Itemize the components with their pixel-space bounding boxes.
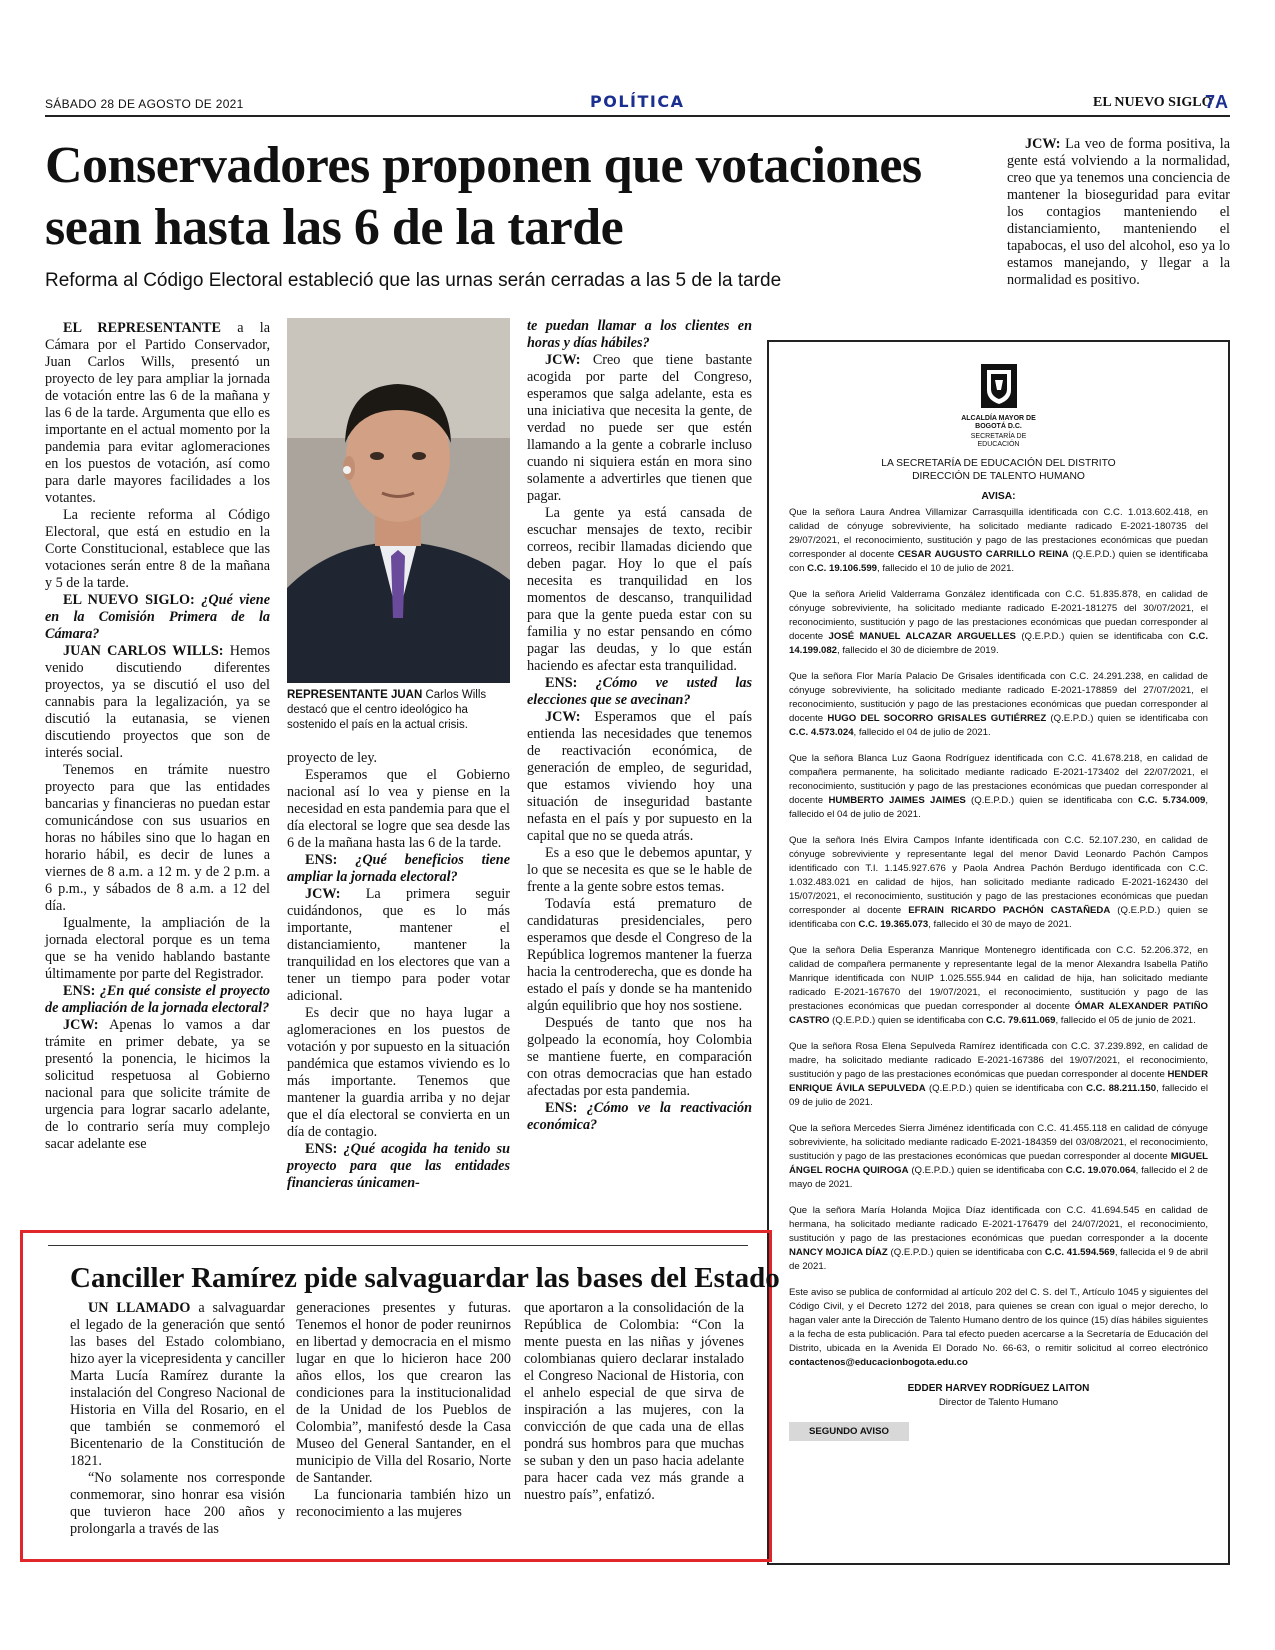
article-column-2 — [287, 750, 510, 1192]
photo-caption — [287, 688, 510, 733]
notice-item — [789, 588, 1208, 658]
paragraph — [45, 983, 270, 1017]
article-column-1 — [45, 320, 270, 1153]
interview-question: te puedan llamar a los clientes en horas y días hábiles? — [527, 318, 752, 351]
docente-name: HUMBERTO JAIMES JAIMES — [828, 795, 966, 806]
paragraph — [527, 709, 752, 845]
paragraph-text: a la Cámara por el Partido Conservador, Juan Carlos Wills, presentó un proyecto de ley para ampliar la jornada de votación entre las 6 de la mañana y las 6 de la tarde. Argumenta que ello es importante en el actual momento por la pandemia para evitar aglomeraciones en los puestos de votación, así como para darle mayores facilidades a los votantes. — [45, 320, 270, 506]
header-rule — [45, 115, 1230, 117]
paragraph-text: Apenas lo vamos a dar trámite en primer debate, ya se presentó la ponencia, le hicimos la solicitud respetuosa al Gobierno nacional para que solicite trámite de urgencia para lograr sacarlo adelante, de lo contrario sería muy complejo sacar adelante ese — [45, 1017, 270, 1152]
paragraph — [45, 320, 270, 507]
notice-item-text: Que la señora Arielid Valderrama González identificada con C.C. 51.835.878, en calidad de cónyuge sobreviviente, ha solicitado mediante radicado E-2021-181275 del 30/07/2021, el reconocimiento, sustitución y pago de las prestaciones económicas que puedan corresponder al docente — [789, 589, 1208, 642]
docente-name: MIGUEL ÁNGEL ROCHA QUIROGA — [789, 1151, 1208, 1176]
notice-item-text: (Q.E.P.D.) quien se identificaba con — [925, 1083, 1087, 1094]
notice-item — [789, 506, 1208, 576]
paragraph-lead: JCW: — [545, 709, 581, 725]
box-column-2 — [296, 1300, 511, 1521]
paragraph-text: La funcionaria también hizo un reconocimiento a las mujeres — [296, 1487, 511, 1520]
notice-item-text: (Q.E.P.D.) quien se identificaba con — [1046, 713, 1208, 724]
paragraph-lead: JCW: — [1025, 136, 1061, 152]
notice-item-text: , fallecido el 30 de diciembre de 2019. — [837, 645, 999, 656]
interview-question: ¿Qué viene en la Comisión Primera de la Cámara? — [45, 592, 270, 642]
paragraph-text: La gente ya está cansada de escuchar mensajes de texto, recibir correos, recibir llamadas diciendo que deben pagar. Hoy lo que el país necesita es tranquilidad en los momentos de descanso, tranquilidad para que la gente pueda estar con su familia y no estar pensando en cómo pagar las deudas, y lo que están haciendo es afectar esta tranquilidad. — [527, 505, 752, 674]
caption-lead: REPRESENTANTE JUAN — [287, 689, 423, 701]
coat-of-arms-icon — [981, 364, 1017, 408]
page-number: 7A — [1205, 92, 1229, 112]
paragraph-text: Esperamos que el país entienda las necesidades que tenemos de reactivación económica, de generación de empleo, de seguridad, que estamos viviendo hoy una situación de inseguridad bastante nefasta en el país y por supuesto en la capital que no se queda atrás. — [527, 709, 752, 844]
bogota-crest — [960, 364, 1038, 449]
docente-id: C.C. 14.199.082 — [789, 631, 1208, 656]
issue-date: SÁBADO 28 DE AGOSTO DE 2021 — [45, 97, 244, 111]
paragraph-lead: EL REPRESENTANTE — [63, 320, 221, 336]
section-name: POLÍTICA — [590, 92, 685, 111]
notice-closing — [789, 1286, 1208, 1370]
paragraph — [70, 1300, 285, 1470]
paragraph — [45, 762, 270, 915]
notice-org-line-1: LA SECRETARÍA DE EDUCACIÓN DEL DISTRITO — [881, 458, 1116, 469]
notice-item-text: , fallecido el 04 de julio de 2021. — [789, 795, 1208, 820]
box-headline: Canciller Ramírez pide salvaguardar las bases del Estado — [70, 1262, 780, 1294]
paragraph — [527, 352, 752, 505]
paragraph-lead: ENS: — [545, 675, 578, 691]
paragraph-text: “No solamente nos corresponde conmemorar, sino honrar esa visión que tuvieron hace 200 años y prolongarla a través de las — [70, 1470, 285, 1537]
paragraph — [287, 1005, 510, 1141]
paragraph — [527, 896, 752, 1015]
docente-name: JOSÉ MANUEL ALCAZAR ARGUELLES — [828, 631, 1016, 642]
paragraph-text: generaciones presentes y futuras. Tenemos el honor de poder reunirnos en libertad y democracia en el mismo lugar en que lo hicieron hace 200 años ellos, los que crearon las condiciones para la institucionalidad de la Unidad de los Pueblos de Colombia”, manifestó desde la Casa Museo del General Santander, en el municipio de Villa del Rosario, Norte de Santander. — [296, 1300, 511, 1486]
box-rule — [48, 1245, 748, 1246]
paragraph — [527, 675, 752, 709]
newspaper-name: EL NUEVO SIGLO — [1093, 95, 1213, 110]
subheadline: Reforma al Código Electoral estableció que las urnas serán cerradas a las 5 de la tarde — [45, 270, 782, 291]
paragraph — [45, 507, 270, 592]
docente-id: C.C. 79.611.069 — [986, 1015, 1056, 1026]
portrait-photo — [287, 318, 510, 683]
notice-item-text: (Q.E.P.D.) quien se identificaba con — [829, 1015, 987, 1026]
paragraph-lead: ENS: — [305, 1141, 338, 1157]
portrait-illustration — [287, 318, 510, 683]
interview-question: ¿Qué acogida ha tenido su proyecto para que las entidades financieras únicamen- — [287, 1141, 510, 1191]
interview-question: ¿Qué beneficios tiene ampliar la jornada electoral? — [287, 852, 510, 885]
notice-item-text: (Q.E.P.D.) quien se identificaba con — [965, 795, 1139, 806]
notice-item-text: , fallecida el 9 de abril de 2021. — [789, 1247, 1209, 1272]
paragraph-text: Es a eso que le debemos apuntar, y lo que se necesita es que se le hable de frente a la gente sobre estos temas. — [527, 845, 752, 895]
paragraph — [296, 1487, 511, 1521]
notice-item-text: Que la señora Blanca Luz Gaona Rodríguez identificada con C.C. 41.678.218, en calidad de compañera permanente, ha solicitado mediante radicado E-2021-173402 del 22/07/2021, el reconocimiento, sustitución y pago de las prestaciones económicas que puedan corresponder al docente — [789, 753, 1208, 806]
docente-name: ÓMAR ALEXANDER PATIÑO CASTRO — [789, 1001, 1208, 1026]
notice-item-text: (Q.E.P.D.) quien se identificaba con — [908, 1165, 1066, 1176]
docente-id: C.C. 19.070.064 — [1065, 1165, 1136, 1176]
notice-item-text: Que la señora Mercedes Sierra Jiménez identificada con C.C. 41.455.118 en calidad de cónyuge sobreviviente, ha solicitado mediante radicado E-2021-184359 del 03/08/2021, el reconocimiento, sustitución y pago de las prestaciones económicas que puedan corresponder al docente — [789, 1123, 1208, 1162]
paragraph-lead: EL NUEVO SIGLO: — [63, 592, 195, 608]
segundo-aviso-badge: SEGUNDO AVISO — [789, 1422, 909, 1441]
paragraph-text: proyecto de ley. — [287, 750, 378, 766]
paragraph — [527, 845, 752, 896]
paragraph-text: Es decir que no haya lugar a aglomeraciones en los puestos de votación y por supuesto en la situación pandémica que estamos viviendo es lo más importante. Tenemos que mantener la guardia arriba y no dejar que el día electoral se convierta en un día de contagio. — [287, 1005, 510, 1140]
docente-name: CESAR AUGUSTO CARRILLO REINA — [897, 549, 1069, 560]
paragraph — [527, 1015, 752, 1100]
docente-id: C.C. 88.211.150 — [1086, 1083, 1157, 1094]
notice-org-line-2: DIRECCIÓN DE TALENTO HUMANO — [912, 471, 1085, 482]
notice-item — [789, 1122, 1208, 1192]
interview-question: ¿En qué consiste el proyecto de ampliación de la jornada electoral? — [45, 983, 270, 1016]
docente-name: NANCY MOJICA DÍAZ — [789, 1247, 888, 1258]
paragraph-text: que aportaron a la consolidación de la República de Colombia: “Con la mente puesta en las niñas y jóvenes colombianas quiero declarar instalado el Congreso Nacional de Historia, con el anhelo especial de que sirva de inspiración a las mujeres, con la convicción de que cada una de ellas pondrá sus hombros para que muchas se suban y den un paso hacia adelante para hacer cada vez más grande a nuestro país”, enfatizó. — [524, 1300, 744, 1503]
paragraph-lead: JCW: — [545, 352, 581, 368]
paragraph-text: a salvaguardar el legado de la generación que sentó las bases del Estado colombiano, hizo ayer la vicepresidenta y canciller Marta Lucía Ramírez durante la instalación del Congreso Nacional de Historia en Villa del Rosario, en el que también se conmemoró el Bicentenario de la Constitución de 1821. — [70, 1300, 285, 1469]
notice-item-text: , fallecido el 10 de julio de 2021. — [877, 563, 1015, 574]
notice-item-text: , fallecido el 09 de julio de 2021. — [789, 1083, 1208, 1108]
paragraph — [287, 1141, 510, 1192]
notice-item-text: , fallecido el 30 de mayo de 2021. — [928, 919, 1072, 930]
paragraph-text: La primera seguir cuidándonos, que es lo más importante, mantener el distanciamiento, mantener la tranquilidad en los electores que van a tener un tiempo para poder votar adicional. — [287, 886, 510, 1004]
paragraph-lead: JCW: — [305, 886, 341, 902]
paragraph — [296, 1300, 511, 1487]
paragraph — [287, 886, 510, 1005]
notice-item-text: (Q.E.P.D.) quien se identificaba con — [887, 1247, 1045, 1258]
docente-id: C.C. 19.365.073 — [858, 919, 929, 930]
notice-item-text: Que la señora Inés Elvira Campos Infante identificada con C.C. 52.107.230, en calidad de cónyuge sobreviviente y representante legal del menor David Leonardo Pachón Campos identificado con T.I. 1.145.927.676 y Paola Andrea Pachón Berdugo identificada con C.C. 1.032.483.021 en calidad de hijos, han solicitado mediante radicado E-2021-162430 del 15/07/2021, el reconocimiento, sustitución y pago de las prestaciones económicas que puedan corresponder al docente — [789, 835, 1208, 916]
signer-title: Director de Talento Humano — [938, 1397, 1059, 1408]
paragraph-text: Tenemos en trámite nuestro proyecto para que las entidades bancarias y financieras no puedan estar comunicándose con sus usuarios en horas no hábiles sino que lo hagan en horario hábil, es decir de lunes a viernes de 8 a.m. a 12 m. y de 2 p.m. a 6 p.m., y sábados de 8 a.m. a 12 del día. — [45, 762, 270, 914]
paragraph — [287, 750, 510, 767]
paragraph-lead: ENS: — [305, 852, 338, 868]
box-column-1 — [70, 1300, 285, 1538]
paragraph-lead: ENS: — [63, 983, 96, 999]
interview-question: ¿Cómo ve usted las elecciones que se avecinan? — [527, 675, 752, 708]
notice-item — [789, 1204, 1208, 1274]
paragraph-lead: UN LLAMADO — [88, 1300, 191, 1316]
notice-closing-text: Este aviso se publica de conformidad al artículo 202 del C. S. del T., Artículo 1045 y siguientes del Código Civil, y el Decreto 1272 del 2018, para quienes se crean con igual o mejor derecho, lo hagan valer ante la Dirección de Talento Humano dentro de los quince (15) días hábiles siguientes a la fecha de esta publicación. Para tal efecto pueden acercarse a la Secretaría de Educación del Distrito, ubicada en la Avenida El Dorado No. 66-63, o remitir solicitud al correo electrónico — [789, 1287, 1208, 1354]
docente-id: C.C. 4.573.024 — [789, 727, 854, 738]
paragraph-text: La reciente reforma al Código Electoral, que está en estudio en la Corte Constitucional, establece que las votaciones serán entre 8 de la mañana y 5 de la tarde. — [45, 507, 270, 591]
notice-item — [789, 752, 1208, 822]
paragraph-lead: ENS: — [545, 1100, 578, 1116]
notice-item — [789, 834, 1208, 932]
paragraph-text: Hemos venido discutiendo diferentes proyectos, ya se discutió el uso del cannabis para la legalización, ya se discutió la eutanasia, se vienen discutiendo proyectos que son de interés social. — [45, 643, 270, 761]
paragraph — [524, 1300, 744, 1504]
caption-text: Carlos Wills destacó que el centro ideológico ha sostenido el país en la actual crisis. — [287, 689, 487, 731]
paragraph — [45, 643, 270, 762]
notice-item-text: (Q.E.P.D.) quien se identificaba con — [789, 905, 1208, 930]
paragraph — [45, 592, 270, 643]
paragraph — [287, 852, 510, 886]
docente-name: EFRAIN RICARDO PACHÓN CASTAÑEDA — [908, 905, 1111, 916]
notice-item-text: (Q.E.P.D.) quien se identificaba con — [789, 549, 1208, 574]
notice-item — [789, 944, 1208, 1028]
paragraph — [527, 505, 752, 675]
paragraph-text: Creo que tiene bastante acogida por parte del Congreso, esperamos que salga adelante, esta es una iniciativa que necesita la gente, de verdad no puede ser que estén llamando a la gente a cobrarle incluso cuando ni siquiera están en mora sino solamente a advertirles que tienen que pagar. — [527, 352, 752, 504]
paragraph — [1007, 136, 1230, 289]
notice-aviso: AVISA: — [981, 491, 1016, 502]
docente-id: C.C. 5.734.009 — [1138, 795, 1206, 806]
headline: Conservadores proponen que votaciones sean hasta las 6 de la tarde — [45, 137, 922, 256]
notice-item-text: , fallecido el 05 de junio de 2021. — [1055, 1015, 1196, 1026]
paragraph-text: Después de tanto que nos ha golpeado la economía, hoy Colombia se mantiene fuerte, en comparación con otras democracias que han estado afectadas por esta pandemia. — [527, 1015, 752, 1099]
notice-item-text: Que la señora Delia Esperanza Manrique Montenegro identificada con C.C. 52.206.372, en calidad de compañera permanente y representante legal de la menor Alexandra Isabella Patiño Manrique identificada con NUIP 1.025.555.944 en calidad de hija, han solicitado mediante radicado E-2021-167670 del 19/07/2021, el reconocimiento, sustitución y pago de las prestaciones económicas que puedan corresponder al docente — [789, 945, 1208, 1012]
paragraph — [527, 318, 752, 352]
paragraph-text: Esperamos que el Gobierno nacional así lo vea y piense en la necesidad en esta pandemia para que el día electoral se logre que sea desde las 6 de la mañana hasta las 6 de la tarde. — [287, 767, 510, 851]
box-column-3 — [524, 1300, 744, 1504]
paragraph-lead: JUAN CARLOS WILLS: — [63, 643, 224, 659]
notice-item-text: Que la señora Rosa Elena Sepulveda Ramírez identificada con C.C. 37.239.892, en calidad de madre, ha solicitado mediante radicado E-2021-167386 del 19/07/2021, el reconocimiento, sustitución y pago de las prestaciones económicas que puedan corresponder al docente — [789, 1041, 1208, 1080]
notice-item — [789, 1040, 1208, 1110]
paragraph-text: Todavía está prematuro de candidaturas presidenciales, pero esperamos que desde el Congreso de la República logremos mantener la fuerza hacia la centroderecha, que es donde ha estado el país y donde se ha mantenido algún equilibrio que hoy nos sostiene. — [527, 896, 752, 1014]
legal-notice — [767, 340, 1230, 1565]
paragraph-text: Igualmente, la ampliación de la jornada electoral porque es un tema que se ha venido hablando bastante últimamente por parte del Registrador. — [45, 915, 270, 982]
crest-subname: SECRETARÍA DE EDUCACIÓN — [970, 433, 1027, 448]
notice-item-text: , fallecido el 2 de mayo de 2021. — [789, 1165, 1209, 1190]
notice-item-text: Que la señora María Holanda Mojica Díaz identificada con C.C. 41.694.545 en calidad de hermana, ha solicitado mediante radicado E-2021-176479 del 24/07/2021, el reconocimiento, sustitución y pago de las prestaciones económicas que puedan corresponder a la docente — [789, 1205, 1208, 1244]
docente-id: C.C. 41.594.569 — [1044, 1247, 1115, 1258]
notice-items — [789, 506, 1208, 1274]
notice-item-text: (Q.E.P.D.) quien se identificaba con — [1015, 631, 1189, 642]
paragraph — [287, 767, 510, 852]
paragraph-lead: JCW: — [63, 1017, 99, 1033]
paragraph — [45, 915, 270, 983]
interview-question: ¿Cómo ve la reactivación económica? — [527, 1100, 752, 1133]
notice-item-text: , fallecido el 04 de julio de 2021. — [853, 727, 991, 738]
paragraph — [45, 1017, 270, 1153]
notice-email: contactenos@educacionbogota.edu.co — [789, 1357, 968, 1368]
paragraph — [527, 1100, 752, 1134]
docente-name: HENDER ENRIQUE ÁVILA SEPULVEDA — [789, 1069, 1208, 1094]
crest-name: ALCALDÍA MAYOR DE BOGOTÁ D.C. — [961, 415, 1036, 430]
paragraph-text: La veo de forma positiva, la gente está volviendo a la normalidad, creo que ya tenemos una conciencia de mantener la bioseguridad para evitar los contagios manteniendo el distanciamiento, manteniendo el tapabocas, el uso del alcohol, eso ya lo estamos manejando, y llegar a la normalidad es positivo. — [1007, 136, 1230, 288]
docente-name: HUGO DEL SOCORRO GRISALES GUTIÉRREZ — [827, 713, 1047, 724]
article-column-3 — [527, 318, 752, 1134]
notice-item-text: Que la señora Flor María Palacio De Grisales identificada con C.C. 24.291.238, en calidad de cónyuge sobreviviente, ha solicitado mediante radicado E-2021-178859 del 27/07/2021, el reconocimiento, sustitución y pago de las prestaciones económicas que puedan corresponder al docente — [789, 671, 1208, 724]
paragraph — [70, 1470, 285, 1538]
signer-name: EDDER HARVEY RODRÍGUEZ LAITON — [907, 1383, 1090, 1394]
article-column-4 — [1007, 136, 1230, 289]
notice-item-text: Que la señora Laura Andrea Villamizar Carrasquilla identificada con C.C. 1.013.602.418, en calidad de cónyuge sobreviviente, ha solicitado mediante radicado E-2021-180735 del 29/07/2021, el reconocimiento, sustitución y pago de las prestaciones económicas que puedan corresponder al docente — [789, 507, 1208, 560]
notice-item — [789, 670, 1208, 740]
notice-org — [789, 457, 1208, 483]
notice-signature — [789, 1382, 1208, 1410]
docente-id: C.C. 19.106.599 — [807, 563, 878, 574]
